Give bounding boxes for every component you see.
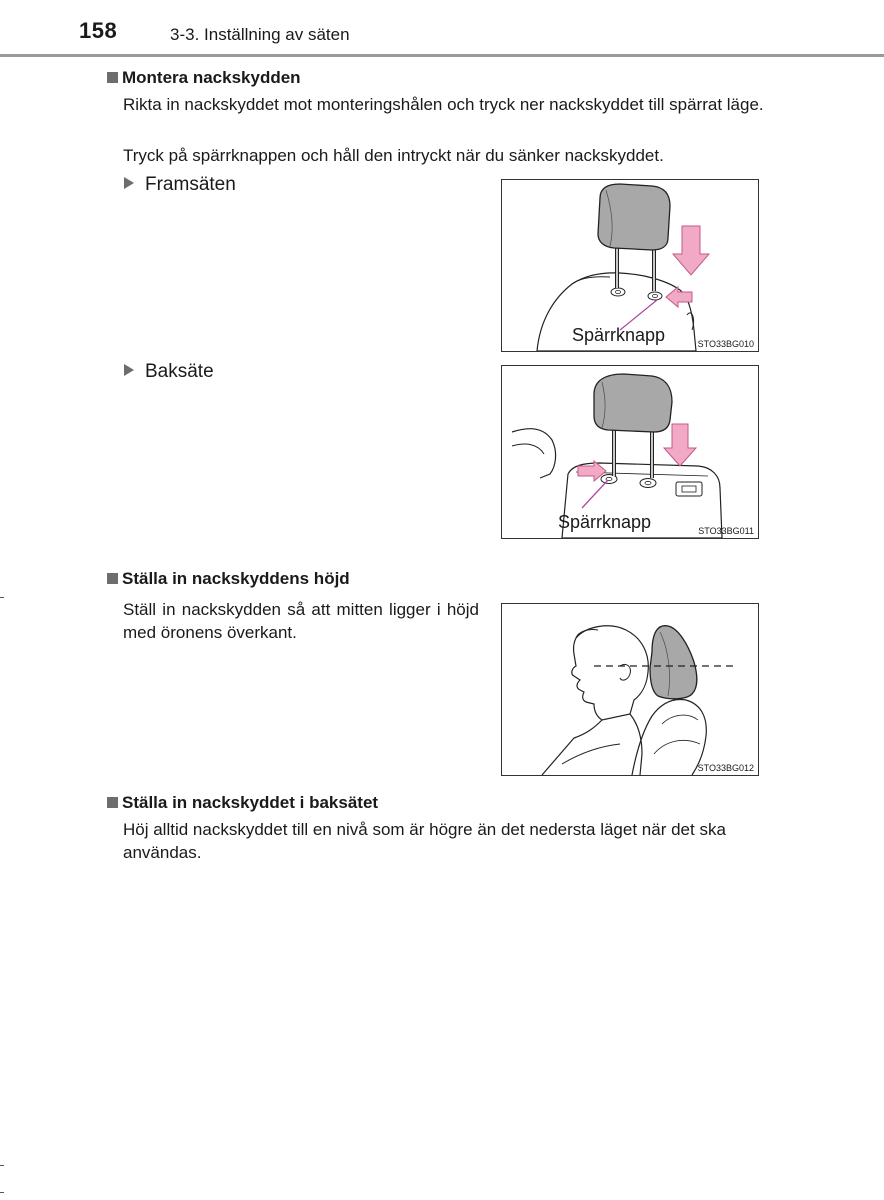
heading-square-icon — [107, 797, 118, 808]
edge-mark — [0, 1165, 4, 1166]
page-number: 158 — [79, 18, 118, 43]
figure-front-seat — [501, 179, 759, 352]
heading-square-icon — [107, 72, 118, 83]
heading-text: Montera nackskydden — [122, 68, 301, 87]
figure-label: Spärrknapp — [558, 512, 652, 532]
edge-mark — [0, 1192, 4, 1193]
section-heading — [107, 793, 378, 813]
figure-code: STO33BG011 — [698, 526, 754, 536]
header-rule — [0, 54, 884, 57]
figure-head-height — [501, 603, 759, 776]
section-heading — [107, 68, 301, 88]
triangle-bullet-icon — [124, 177, 134, 189]
figure-rear-seat — [501, 365, 759, 539]
subsection-label — [124, 361, 214, 383]
head-height-illustration — [502, 604, 758, 775]
subsection-label — [124, 174, 236, 196]
heading-text: Ställa in nackskyddens höjd — [122, 569, 350, 588]
subsection-text: Framsäten — [145, 174, 236, 195]
paragraph: Rikta in nackskyddet mot monteringshålen och tryck ner nackskyddet till spärrat läge. — [123, 95, 764, 114]
section-heading — [107, 569, 350, 589]
figure-code: STO33BG010 — [697, 339, 754, 349]
paragraph: Höj alltid nackskyddet till en nivå som är högre än det nedersta läget när det ska användas. — [123, 820, 726, 862]
heading-text: Ställa in nackskyddet i baksätet — [122, 793, 379, 812]
triangle-bullet-icon — [124, 364, 134, 376]
paragraph: Ställ in nackskydden så att mitten ligger i höjd med öronens överkant. — [123, 600, 479, 642]
section-header: 3-3. Inställning av säten — [170, 25, 350, 44]
edge-mark — [0, 597, 4, 598]
subsection-text: Baksäte — [145, 361, 214, 382]
heading-square-icon — [107, 573, 118, 584]
paragraph: Tryck på spärrknappen och håll den intryckt när du sänker nackskyddet. — [123, 146, 664, 165]
figure-label: Spärrknapp — [572, 325, 666, 345]
figure-code: STO33BG012 — [697, 763, 754, 773]
